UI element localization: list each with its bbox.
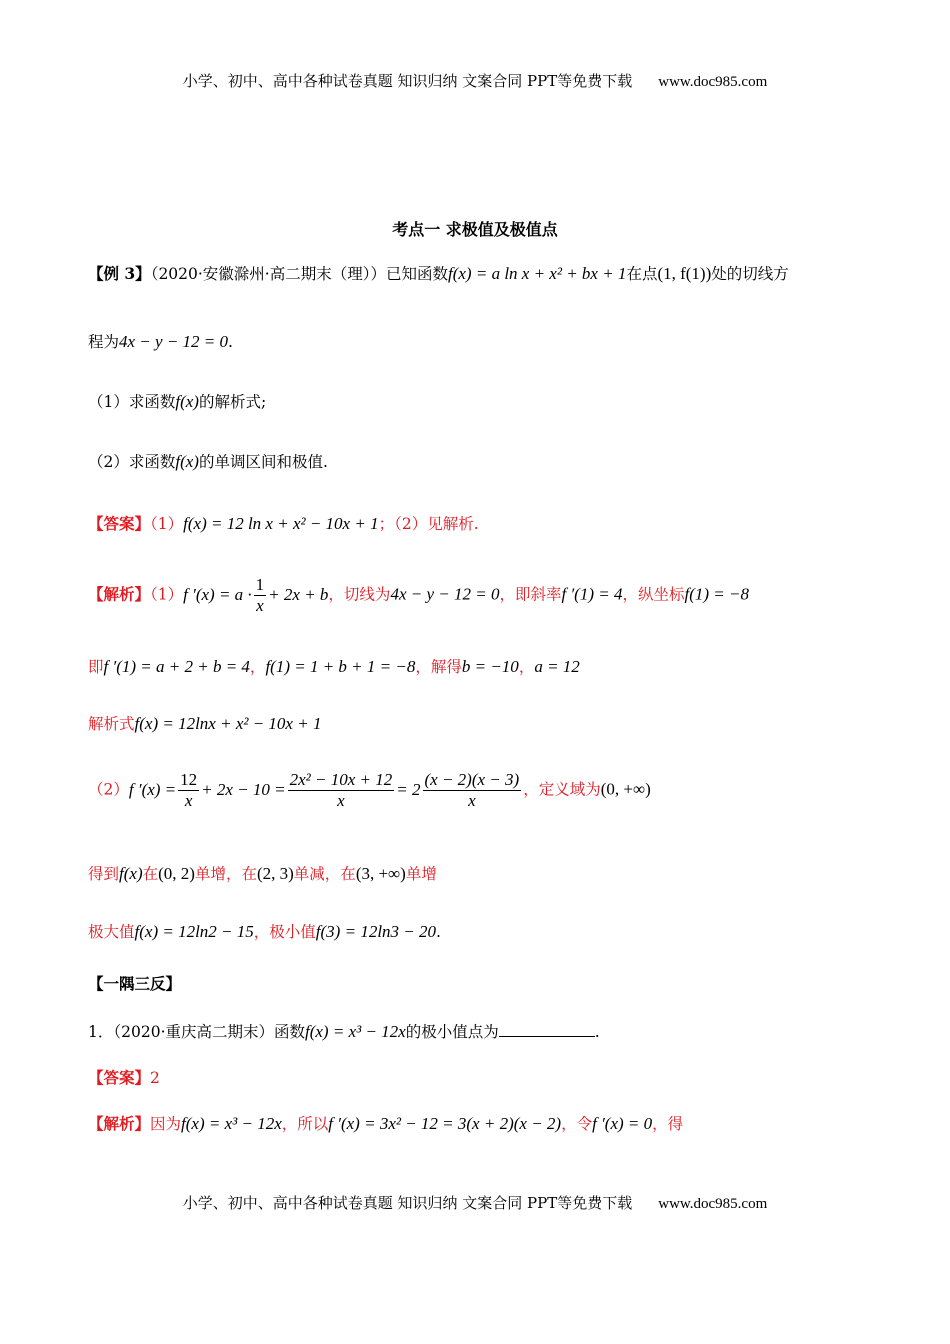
practice-q-num: 1． [88,1023,114,1041]
l2-text-3: ，解得 [415,658,462,676]
page-header [0,70,950,91]
practice-ana-e1: f(x) = x³ − 12x [181,1114,282,1133]
practice-analysis [88,1112,683,1134]
answer-tag: 【答案】 [88,514,151,533]
l6-text-2: ，极小值 [253,923,316,941]
example-tag: 【例 3】 [88,264,151,283]
answer-p1: （1） [150,515,184,533]
header-text: 小学、初中、高中各种试卷真题 知识归纳 文案合同 PPT等免费下载 [182,72,633,90]
question-1 [88,390,266,412]
answer-blank [499,1022,595,1037]
analysis-line-3 [88,712,321,734]
l4-expr-3: = 2 [396,779,421,799]
analysis-t2: ，即斜率 [499,585,562,604]
header-site: www.doc985.com [658,74,768,90]
example-line2-suffix: . [228,333,233,351]
practice-q-suffix: 的极小值点为 [405,1023,499,1041]
ycoord-expr: f(1) = −8 [684,584,749,604]
practice-ana-tag: 【解析】 [88,1114,151,1133]
example-tangent-text: 处的切线方 [711,265,789,283]
example-point: (1, f(1)) [657,264,712,283]
question-2 [88,450,328,472]
practice-ana-t2: ，所以 [281,1115,329,1133]
l4-text-2: ，定义域为 [523,780,601,799]
analysis-t1: ，切线为 [328,585,391,604]
l6-text-3: . [436,923,441,941]
deriv-right: + 2x + b [268,584,329,604]
l2-expr-3: b = −10 [461,657,519,676]
answer-expr: f(x) = 12 ln x + x² − 10x + 1 [183,514,379,533]
l4-fraction-2: $\frac{\text{2x² − 10x + 12}}{x}$ [289,770,393,810]
example-tangent-eq: 4x − y − 12 = 0 [119,332,229,351]
practice-ana-e3: f ′(x) = 0 [592,1114,653,1133]
q1-suffix: 的解析式; [198,393,267,411]
slope-expr: f ′(1) = 4 [561,584,623,604]
practice-tag: 【一隅三反】 [88,974,182,993]
l4-expr-4: (0, +∞) [600,779,651,799]
analysis-line-1 [88,575,749,616]
q1-prefix: （1）求函数 [88,393,176,411]
practice-ana-t3: ，令 [561,1115,593,1133]
l5-expr-1: f(x) [119,864,143,883]
practice-ana-e2: f ′(x) = 3x² − 12 = 3(x + 2)(x − 2) [328,1114,562,1133]
analysis-line-5 [88,862,437,884]
l4-fraction-1: $\frac{12}{x}$ [180,770,198,810]
analysis-t3: ，纵坐标 [622,585,685,604]
l2-expr-4: a = 12 [534,657,580,676]
l2-expr-1: f ′(1) = a + 2 + b = 4 [103,657,250,676]
l6-text-1: 极大值 [88,923,135,941]
analysis-p1: （1） [150,585,184,604]
page-footer [0,1192,950,1213]
footer-site: www.doc985.com [658,1196,768,1212]
l5-text-3: 单增，在 [194,865,257,883]
practice-ana-t4: ，得 [652,1115,684,1133]
l3-expr-1: f(x) = 12lnx + x² − 10x + 1 [134,714,322,733]
analysis-line-6 [88,920,441,942]
l2-text-4: ， [518,658,535,676]
l3-text-1: 解析式 [88,715,135,733]
l2-text-2: ， [249,658,266,676]
l5-text-1: 得到 [88,865,120,883]
q2-prefix: （2）求函数 [88,453,176,471]
tangent-eq: 4x − y − 12 = 0 [390,584,500,604]
practice-q-text: （2020·重庆高二期末）函数 [113,1023,305,1041]
l4-text-1: （2） [88,780,129,799]
practice-answer [88,1066,160,1088]
l4-fraction-3: $\frac{(x - 2)(x - 3)}{x}$ [424,770,520,810]
example-line-1 [88,262,789,284]
practice-ana-t1: 因为 [150,1115,182,1133]
l5-text-5: 单增 [405,865,437,883]
analysis-line-4 [88,770,651,811]
l5-expr-3: (2, 3) [256,864,294,883]
example-at-point: 在点 [626,265,658,283]
deriv-left: f ′(x) = a · [183,584,252,604]
example-line-2 [88,330,233,352]
q2-suffix: 的单调区间和极值. [198,453,328,471]
practice-q-end: . [594,1023,600,1041]
example-func: f(x) = a ln x + x² + bx + 1 [448,264,627,283]
footer-text: 小学、初中、高中各种试卷真题 知识归纳 文案合同 PPT等免费下载 [182,1194,633,1212]
q1-fx: f(x) [175,392,199,411]
analysis-tag: 【解析】 [88,584,151,604]
practice-question [88,1020,600,1042]
l4-expr-2: + 2x − 10 = [201,779,286,799]
l5-expr-2: (0, 2) [158,864,195,883]
section-title: 考点一 求极值及极值点 [392,220,558,239]
analysis-line-2 [88,655,580,677]
answer-p2: ；（2）见解析. [378,515,479,533]
practice-ans-val: 2 [150,1069,160,1087]
l5-text-2: 在 [142,865,159,883]
l5-expr-4: (3, +∞) [355,864,406,883]
l6-expr-2: f(3) = 12ln3 − 20 [315,922,437,941]
q2-fx: f(x) [175,452,199,471]
l4-expr-1: f ′(x) = [128,779,177,799]
l5-text-4: 单减，在 [293,865,356,883]
practice-q-func: f(x) = x³ − 12x [305,1022,406,1041]
deriv-fraction: $\frac{1}{x}$ [255,575,265,615]
l6-expr-1: f(x) = 12ln2 − 15 [134,922,254,941]
answer-line [88,512,479,534]
l2-expr-2: f(1) = 1 + b + 1 = −8 [265,657,416,676]
l2-text-1: 即 [88,658,104,676]
example-line2-prefix: 程为 [88,333,120,351]
example-source: （2020·安徽滁州·高二期末（理））已知函数 [150,265,448,283]
practice-ans-tag: 【答案】 [88,1068,151,1087]
